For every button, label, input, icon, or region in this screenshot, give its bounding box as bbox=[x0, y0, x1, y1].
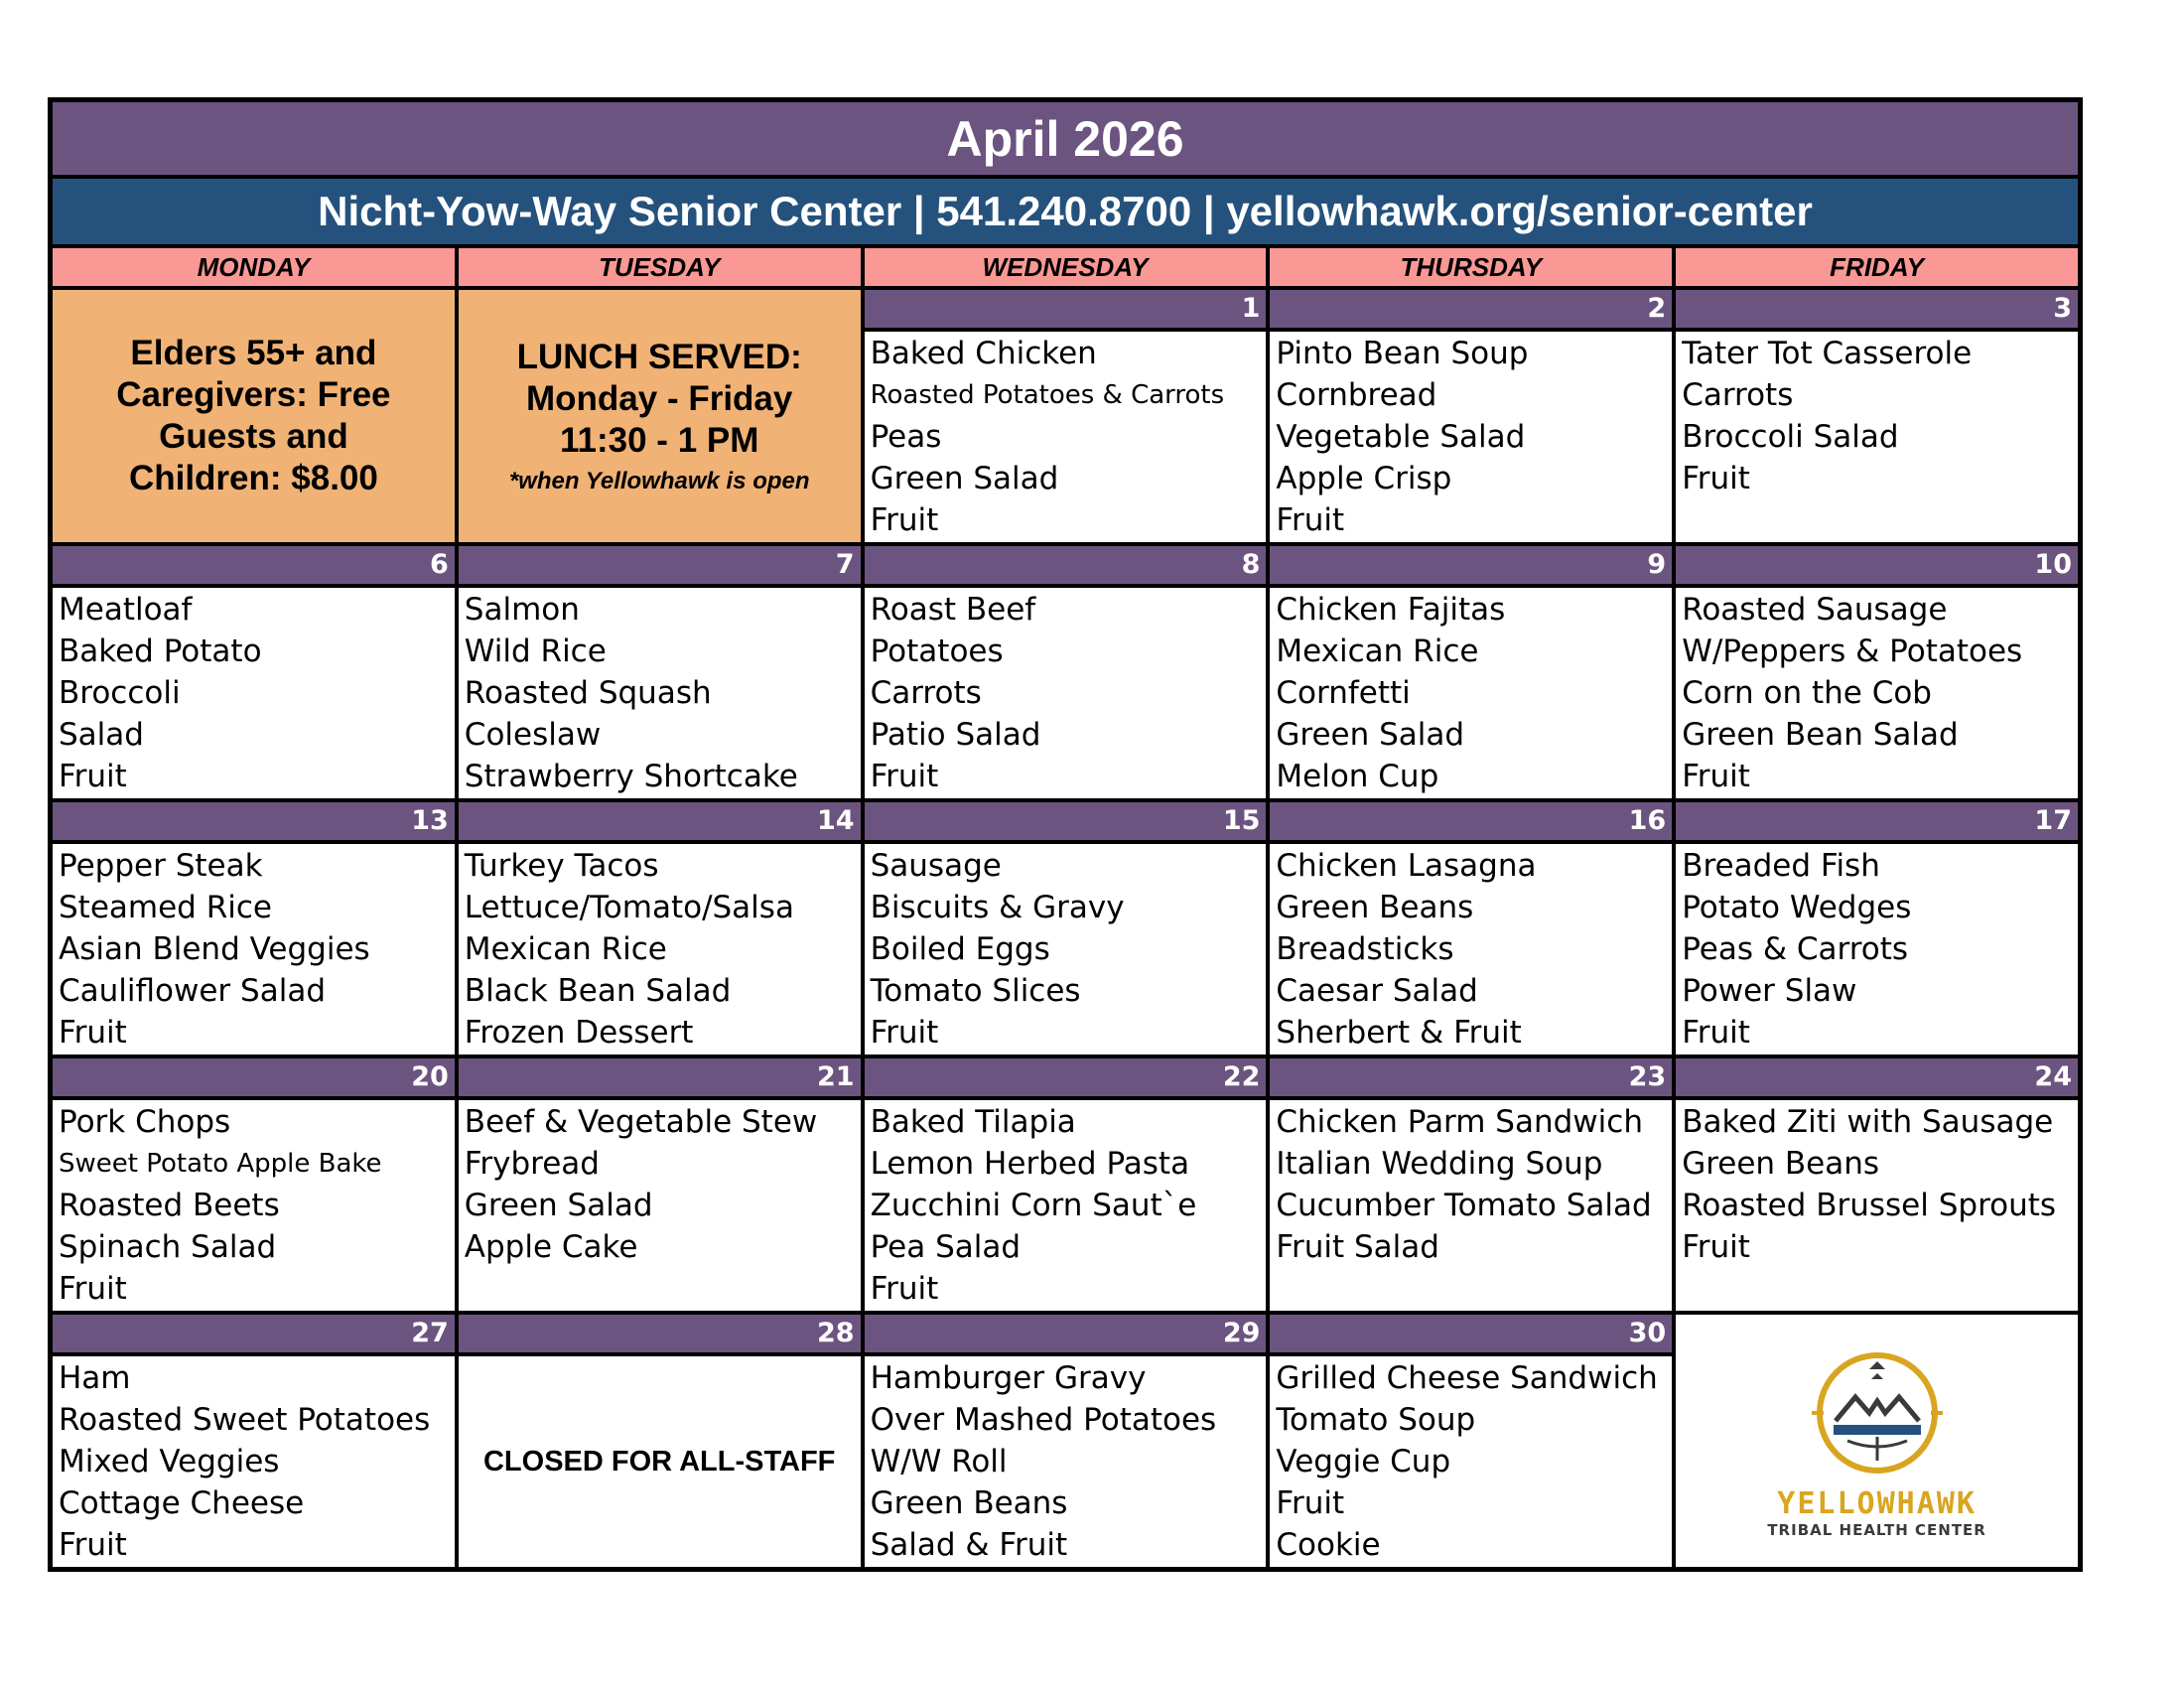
menu-list bbox=[53, 844, 455, 1055]
day-cell bbox=[459, 798, 861, 1055]
menu-item: Fruit bbox=[1682, 1015, 1750, 1051]
menu-item: Patio Salad bbox=[870, 717, 1041, 753]
menu-item: Fruit bbox=[870, 1015, 939, 1051]
menu-item: Baked Ziti with Sausage bbox=[1682, 1104, 2054, 1140]
menu-item: Baked Potato bbox=[59, 633, 262, 669]
day-cell bbox=[459, 542, 861, 798]
day-cell bbox=[865, 1055, 1267, 1311]
menu-item: Green Salad bbox=[1276, 717, 1465, 753]
day-header-friday: FRIDAY bbox=[1676, 248, 2078, 286]
day-cell bbox=[53, 542, 455, 798]
yellowhawk-emblem-icon bbox=[1808, 1343, 1947, 1482]
day-cell bbox=[865, 542, 1267, 798]
menu-item: Frybread bbox=[464, 1146, 600, 1182]
day-number: 16 bbox=[1270, 802, 1672, 840]
menu-item: Biscuits & Gravy bbox=[870, 890, 1125, 925]
day-number: 8 bbox=[865, 546, 1267, 584]
menu-list bbox=[459, 1100, 861, 1311]
menu-item: Cucumber Tomato Salad bbox=[1276, 1188, 1652, 1223]
day-header-monday: MONDAY bbox=[53, 248, 455, 286]
menu-list bbox=[865, 844, 1267, 1055]
menu-item: Fruit bbox=[1276, 502, 1345, 538]
menu-item: Baked Tilapia bbox=[870, 1104, 1076, 1140]
menu-item: Strawberry Shortcake bbox=[464, 759, 798, 794]
menu-item: Sweet Potato Apple Bake bbox=[59, 1149, 382, 1179]
day-number: 1 bbox=[865, 290, 1267, 328]
menu-item: Cottage Cheese bbox=[59, 1485, 305, 1521]
menu-item: Peas & Carrots bbox=[1682, 931, 1909, 967]
day-cell bbox=[53, 1055, 455, 1311]
day-cell bbox=[865, 1311, 1267, 1567]
day-number: 10 bbox=[1676, 546, 2078, 584]
menu-item: Tater Tot Casserole bbox=[1682, 336, 1973, 371]
menu-item: Fruit bbox=[870, 502, 939, 538]
day-number: 14 bbox=[459, 802, 861, 840]
menu-item: Fruit bbox=[59, 1015, 127, 1051]
menu-item: Breadsticks bbox=[1276, 931, 1454, 967]
menu-list bbox=[1270, 588, 1672, 798]
menu-item: Beef & Vegetable Stew bbox=[464, 1104, 818, 1140]
menu-item: Turkey Tacos bbox=[464, 848, 659, 884]
menu-item: Cauliflower Salad bbox=[59, 973, 326, 1009]
menu-item: Green Beans bbox=[870, 1485, 1068, 1521]
day-number: 30 bbox=[1270, 1315, 1672, 1352]
menu-item: Pea Salad bbox=[870, 1229, 1022, 1265]
day-header-tuesday: TUESDAY bbox=[459, 248, 861, 286]
menu-item: Apple Cake bbox=[464, 1229, 638, 1265]
menu-item: Fruit bbox=[1276, 1485, 1345, 1521]
lunch-hours-line: LUNCH SERVED: bbox=[516, 338, 802, 376]
menu-item: Mixed Veggies bbox=[59, 1444, 280, 1479]
menu-item: Fruit bbox=[1682, 759, 1750, 794]
menu-item: Chicken Parm Sandwich bbox=[1276, 1104, 1643, 1140]
menu-list bbox=[1676, 844, 2078, 1055]
center-contact-banner: Nicht-Yow-Way Senior Center | 541.240.8700 | yellowhawk.org/senior-center bbox=[53, 179, 2078, 244]
day-cell bbox=[1270, 542, 1672, 798]
day-number: 17 bbox=[1676, 802, 2078, 840]
menu-item: Green Beans bbox=[1682, 1146, 1880, 1182]
menu-item: Pork Chops bbox=[59, 1104, 231, 1140]
logo-wordmark: YELLOWHAWK bbox=[1777, 1485, 1977, 1521]
menu-item: Broccoli Salad bbox=[1682, 419, 1899, 455]
day-number: 24 bbox=[1676, 1058, 2078, 1096]
pricing-line: Guests and bbox=[159, 417, 348, 456]
menu-item: Caesar Salad bbox=[1276, 973, 1478, 1009]
menu-item: Roasted Brussel Sprouts bbox=[1682, 1188, 2057, 1223]
day-number: 15 bbox=[865, 802, 1267, 840]
menu-item: Lemon Herbed Pasta bbox=[870, 1146, 1190, 1182]
day-number: 2 bbox=[1270, 290, 1672, 328]
menu-item: Breaded Fish bbox=[1682, 848, 1880, 884]
menu-list bbox=[1270, 1356, 1672, 1567]
calendar-title: April 2026 bbox=[53, 102, 2078, 175]
closed-notice: CLOSED FOR ALL-STAFF bbox=[459, 1356, 861, 1567]
menu-item: Salmon bbox=[464, 592, 580, 628]
menu-item: W/W Roll bbox=[870, 1444, 1008, 1479]
menu-item: Veggie Cup bbox=[1276, 1444, 1451, 1479]
menu-item: Coleslaw bbox=[464, 717, 602, 753]
menu-item: Roasted Squash bbox=[464, 675, 712, 711]
menu-item: Steamed Rice bbox=[59, 890, 272, 925]
menu-list bbox=[1676, 1100, 2078, 1311]
day-cell bbox=[53, 798, 455, 1055]
menu-item: Carrots bbox=[1682, 377, 1794, 413]
menu-item: Cornfetti bbox=[1276, 675, 1411, 711]
menu-item: Meatloaf bbox=[59, 592, 193, 628]
menu-item: Sausage bbox=[870, 848, 1002, 884]
day-cell bbox=[1676, 798, 2078, 1055]
day-number: 7 bbox=[459, 546, 861, 584]
menu-item: Fruit bbox=[870, 1271, 939, 1307]
menu-list bbox=[1270, 1100, 1672, 1311]
menu-list bbox=[459, 844, 861, 1055]
menu-list bbox=[1270, 332, 1672, 542]
day-cell bbox=[53, 1311, 455, 1567]
menu-list bbox=[1676, 332, 2078, 542]
menu-item: Fruit bbox=[59, 759, 127, 794]
day-number: 28 bbox=[459, 1315, 861, 1352]
menu-item: Wild Rice bbox=[464, 633, 607, 669]
menu-list bbox=[1270, 844, 1672, 1055]
menu-item: Fruit bbox=[870, 759, 939, 794]
day-number: 3 bbox=[1676, 290, 2078, 328]
menu-item: Green Salad bbox=[870, 461, 1059, 496]
day-number: 9 bbox=[1270, 546, 1672, 584]
menu-calendar bbox=[48, 97, 2083, 1572]
menu-item: Cookie bbox=[1276, 1527, 1381, 1563]
lunch-hours-cell bbox=[459, 286, 861, 542]
menu-item: Mexican Rice bbox=[464, 931, 667, 967]
menu-item: Ham bbox=[59, 1360, 131, 1396]
menu-item: Salad bbox=[59, 717, 144, 753]
lunch-hours-info bbox=[459, 290, 861, 542]
day-cell bbox=[1676, 1055, 2078, 1311]
menu-item: W/Peppers & Potatoes bbox=[1682, 633, 2023, 669]
menu-list bbox=[1676, 588, 2078, 798]
menu-item: Spinach Salad bbox=[59, 1229, 277, 1265]
menu-item: Frozen Dessert bbox=[464, 1015, 694, 1051]
menu-item: Pepper Steak bbox=[59, 848, 263, 884]
menu-item: Green Bean Salad bbox=[1682, 717, 1959, 753]
day-cell bbox=[459, 1055, 861, 1311]
logo-tagline: TRIBAL HEALTH CENTER bbox=[1767, 1520, 1986, 1539]
menu-item: Melon Cup bbox=[1276, 759, 1439, 794]
menu-list bbox=[865, 1100, 1267, 1311]
day-cell bbox=[1270, 1055, 1672, 1311]
pricing-info bbox=[53, 290, 455, 542]
lunch-hours-line: 11:30 - 1 PM bbox=[560, 421, 759, 460]
menu-list bbox=[53, 1100, 455, 1311]
menu-item: Apple Crisp bbox=[1276, 461, 1452, 496]
day-cell bbox=[459, 1311, 861, 1567]
menu-item: Chicken Lasagna bbox=[1276, 848, 1537, 884]
menu-item: Potatoes bbox=[870, 633, 1004, 669]
menu-item: Chicken Fajitas bbox=[1276, 592, 1506, 628]
menu-list bbox=[865, 588, 1267, 798]
day-cell bbox=[865, 286, 1267, 542]
menu-item: Tomato Slices bbox=[870, 973, 1081, 1009]
menu-item: Roasted Sweet Potatoes bbox=[59, 1402, 431, 1438]
menu-item: Roasted Beets bbox=[59, 1188, 280, 1223]
menu-item: Fruit bbox=[59, 1271, 127, 1307]
menu-item: Fruit Salad bbox=[1276, 1229, 1439, 1265]
menu-item: Hamburger Gravy bbox=[870, 1360, 1147, 1396]
menu-item: Lettuce/Tomato/Salsa bbox=[464, 890, 794, 925]
menu-item: Broccoli bbox=[59, 675, 181, 711]
menu-item: Roasted Sausage bbox=[1682, 592, 1948, 628]
menu-list bbox=[865, 1356, 1267, 1567]
calendar-grid bbox=[53, 248, 2078, 1567]
day-cell bbox=[1270, 286, 1672, 542]
day-number: 27 bbox=[53, 1315, 455, 1352]
day-cell bbox=[865, 798, 1267, 1055]
menu-item: Cornbread bbox=[1276, 377, 1437, 413]
menu-item: Asian Blend Veggies bbox=[59, 931, 370, 967]
menu-item: Roast Beef bbox=[870, 592, 1036, 628]
menu-item: Green Beans bbox=[1276, 890, 1474, 925]
menu-item: Peas bbox=[870, 419, 942, 455]
menu-list bbox=[459, 588, 861, 798]
menu-item: Mexican Rice bbox=[1276, 633, 1479, 669]
lunch-hours-note: *when Yellowhawk is open bbox=[508, 468, 810, 494]
day-cell bbox=[1676, 286, 2078, 542]
menu-item: Green Salad bbox=[464, 1188, 653, 1223]
day-header-wednesday: WEDNESDAY bbox=[865, 248, 1267, 286]
yellowhawk-logo bbox=[1676, 1315, 2078, 1567]
menu-list bbox=[865, 332, 1267, 542]
menu-item: Sherbert & Fruit bbox=[1276, 1015, 1522, 1051]
pricing-line: Caregivers: Free bbox=[116, 375, 391, 414]
menu-list bbox=[53, 1356, 455, 1567]
menu-item: Fruit bbox=[59, 1527, 127, 1563]
logo-cell bbox=[1676, 1311, 2078, 1567]
day-number: 13 bbox=[53, 802, 455, 840]
menu-item: Fruit bbox=[1682, 461, 1750, 496]
menu-item: Boiled Eggs bbox=[870, 931, 1050, 967]
menu-item: Salad & Fruit bbox=[870, 1527, 1068, 1563]
menu-item: Baked Chicken bbox=[870, 336, 1097, 371]
day-number: 22 bbox=[865, 1058, 1267, 1096]
day-number: 23 bbox=[1270, 1058, 1672, 1096]
menu-item: Over Mashed Potatoes bbox=[870, 1402, 1217, 1438]
day-number: 29 bbox=[865, 1315, 1267, 1352]
day-header-thursday: THURSDAY bbox=[1270, 248, 1672, 286]
day-cell bbox=[1270, 1311, 1672, 1567]
menu-item: Grilled Cheese Sandwich bbox=[1276, 1360, 1658, 1396]
menu-item: Vegetable Salad bbox=[1276, 419, 1526, 455]
menu-item: Tomato Soup bbox=[1276, 1402, 1476, 1438]
lunch-hours-line: Monday - Friday bbox=[526, 379, 793, 418]
menu-item: Carrots bbox=[870, 675, 982, 711]
menu-item: Italian Wedding Soup bbox=[1276, 1146, 1603, 1182]
day-cell bbox=[1676, 542, 2078, 798]
menu-item: Fruit bbox=[1682, 1229, 1750, 1265]
menu-item: Potato Wedges bbox=[1682, 890, 1912, 925]
menu-item: Corn on the Cob bbox=[1682, 675, 1932, 711]
pricing-line: Elders 55+ and bbox=[130, 334, 377, 372]
menu-item: Roasted Potatoes & Carrots bbox=[870, 380, 1225, 410]
pricing-info-cell bbox=[53, 286, 455, 542]
menu-item: Black Bean Salad bbox=[464, 973, 732, 1009]
day-number: 21 bbox=[459, 1058, 861, 1096]
day-cell bbox=[1270, 798, 1672, 1055]
day-number: 20 bbox=[53, 1058, 455, 1096]
menu-item: Zucchini Corn Saut`e bbox=[870, 1188, 1197, 1223]
menu-item: Pinto Bean Soup bbox=[1276, 336, 1529, 371]
day-number: 6 bbox=[53, 546, 455, 584]
pricing-line: Children: $8.00 bbox=[128, 459, 378, 497]
menu-list bbox=[53, 588, 455, 798]
menu-item: Power Slaw bbox=[1682, 973, 1857, 1009]
